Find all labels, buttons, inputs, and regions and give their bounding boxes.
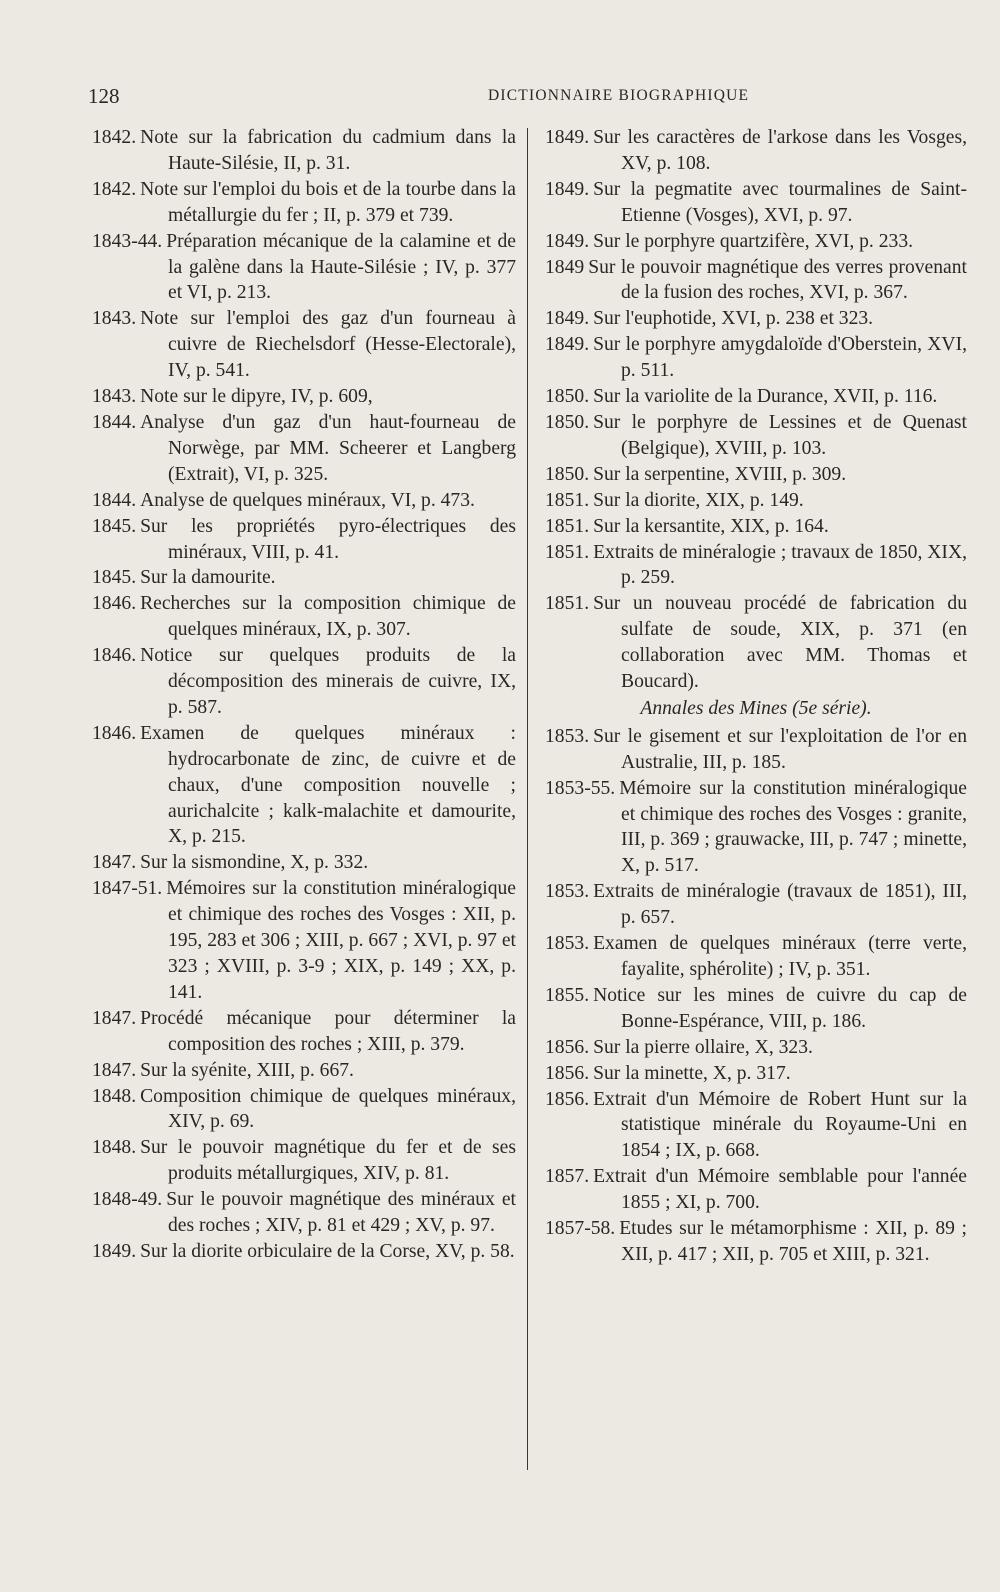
entry-text: Sur la sismondine, X, p. 332. bbox=[140, 852, 369, 874]
entry-text: Etudes sur le métamorphisme : XII, p. 89 ; XII, p. 417 ; XII, p. 705 et XIII, p. 321. bbox=[619, 1218, 967, 1265]
entry-year: 1850. bbox=[545, 411, 590, 433]
bibliography-entry bbox=[545, 462, 967, 488]
bibliography-entry bbox=[545, 724, 967, 776]
entry-year: 1855. bbox=[545, 984, 590, 1006]
bibliography-entry bbox=[92, 384, 516, 410]
entry-year: 1843. bbox=[92, 386, 137, 408]
entry-year: 1849. bbox=[545, 334, 590, 356]
entry-text: Note sur la fabrication du cadmium dans la Haute-Silésie, II, p. 31. bbox=[140, 127, 516, 174]
entry-text: Examen de quelques minéraux (terre verte, fayalite, sphérolite) ; IV, p. 351. bbox=[593, 933, 967, 980]
bibliography-entry bbox=[545, 591, 967, 695]
entry-text: Extrait d'un Mémoire semblable pour l'année 1855 ; XI, p. 700. bbox=[593, 1166, 967, 1214]
page-header bbox=[88, 84, 966, 108]
bibliography-entry bbox=[545, 177, 967, 229]
bibliography-entry bbox=[92, 876, 516, 1006]
bibliography-entry bbox=[545, 229, 967, 255]
entry-year: 1844. bbox=[92, 411, 137, 433]
bibliography-entry bbox=[92, 643, 516, 721]
entry-year: 1849. bbox=[545, 178, 590, 200]
entry-year: 1853. bbox=[545, 933, 590, 955]
entry-year: 1847-51. bbox=[92, 878, 163, 900]
bibliography-entry bbox=[545, 384, 967, 410]
bibliography-entry bbox=[92, 850, 516, 876]
entry-text: Sur la damourite. bbox=[140, 567, 276, 589]
entry-text: Sur la variolite de la Durance, XVII, p. 116. bbox=[593, 386, 938, 408]
section-heading: Annales des Mines (5e série). bbox=[640, 697, 872, 719]
bibliography-entry bbox=[92, 1006, 516, 1058]
bibliography-entry bbox=[92, 177, 516, 229]
bibliography-entry bbox=[92, 306, 516, 384]
entry-text: Notice sur les mines de cuivre du cap de Bonne-Espérance, VIII, p. 186. bbox=[593, 984, 967, 1032]
entry-text: Extrait d'un Mémoire de Robert Hunt sur la statistique minérale du Royaume-Uni en 1854 ; IX, p. 668. bbox=[593, 1088, 967, 1162]
bibliography-entry bbox=[545, 540, 967, 592]
bibliography-entry bbox=[545, 125, 967, 177]
bibliography-entry bbox=[92, 1084, 516, 1136]
entry-text: Sur le porphyre de Lessines et de Quenast (Belgique), XVIII, p. 103. bbox=[593, 411, 967, 459]
entry-text: Sur le gisement et sur l'exploitation de l'or en Australie, III, p. 185. bbox=[593, 725, 967, 773]
entry-text: Sur le porphyre amygdaloïde d'Oberstein, XVI, p. 511. bbox=[593, 334, 967, 382]
bibliography-entry bbox=[92, 721, 516, 851]
right-column-entries-b bbox=[545, 724, 967, 1268]
entry-text: Mémoires sur la constitution minéralogique et chimique des roches des Vosges : XII, p. 195, 283 et 306 ; XIII, p. 667 ; XVI, p. 97 et 323 ; XVIII, p. 3-9 ; XIX, p. 149 ; XX, p. 141. bbox=[166, 878, 516, 1003]
entry-year: 1842. bbox=[92, 127, 137, 148]
entry-year: 1846. bbox=[92, 593, 137, 615]
entry-year: 1848. bbox=[92, 1085, 137, 1107]
entry-text: Sur la diorite, XIX, p. 149. bbox=[593, 489, 804, 511]
entry-year: 1849 bbox=[545, 256, 585, 278]
entry-year: 1853-55. bbox=[545, 777, 616, 799]
running-title: DICTIONNAIRE BIOGRAPHIQUE bbox=[488, 87, 750, 104]
entry-text: Note sur l'emploi du bois et de la tourbe dans la métallurgie du fer ; II, p. 379 et 739. bbox=[140, 178, 516, 226]
bibliography-entry bbox=[92, 1058, 516, 1084]
entry-year: 1843. bbox=[92, 308, 137, 330]
left-column bbox=[92, 125, 516, 1265]
entry-text: Sur l'euphotide, XVI, p. 238 et 323. bbox=[593, 308, 874, 330]
entry-text: Sur un nouveau procédé de fabrication du sulfate de soude, XIX, p. 371 (en collaboration avec MM. Thomas et Boucard). bbox=[593, 593, 967, 693]
entry-text: Recherches sur la composition chimique de quelques minéraux, IX, p. 307. bbox=[140, 593, 516, 641]
entry-text: Sur la pierre ollaire, X, 323. bbox=[593, 1036, 813, 1058]
entry-year: 1842. bbox=[92, 178, 137, 200]
entry-year: 1848. bbox=[92, 1137, 137, 1159]
entry-text: Notice sur quelques produits de la décomposition des minerais de cuivre, IX, p. 587. bbox=[140, 645, 516, 718]
entry-text: Sur la pegmatite avec tourmalines de Saint-Etienne (Vosges), XVI, p. 97. bbox=[593, 178, 967, 226]
entry-text: Sur la minette, X, p. 317. bbox=[593, 1062, 791, 1084]
bibliography-entry bbox=[92, 1239, 516, 1265]
bibliography-entry bbox=[545, 931, 967, 983]
entry-year: 1856. bbox=[545, 1036, 590, 1058]
bibliography-entry bbox=[545, 1216, 967, 1268]
entry-year: 1846. bbox=[92, 722, 137, 744]
bibliography-entry bbox=[545, 879, 967, 931]
entry-text: Composition chimique de quelques minéraux, XIV, p. 69. bbox=[140, 1085, 516, 1133]
entry-text: Sur la kersantite, XIX, p. 164. bbox=[593, 515, 829, 537]
bibliography-entry bbox=[92, 514, 516, 566]
entry-year: 1849. bbox=[545, 230, 590, 252]
entry-text: Mémoire sur la constitution minéralogique et chimique des roches des Vosges : granite, III, p. 369 ; grauwacke, III, p. 747 ; minette, X, p. 517. bbox=[619, 777, 967, 877]
entry-text: Préparation mécanique de la calamine et de la galène dans la Haute-Silésie ; IV, p. 377 et VI, p. 213. bbox=[166, 230, 516, 304]
bibliography-entry bbox=[545, 1035, 967, 1061]
entry-year: 1849. bbox=[545, 127, 590, 148]
entry-text: Sur la diorite orbiculaire de la Corse, XV, p. 58. bbox=[140, 1240, 515, 1262]
bibliography-entry bbox=[92, 591, 516, 643]
bibliography-entry bbox=[545, 1164, 967, 1216]
entry-year: 1845. bbox=[92, 515, 137, 537]
entry-text: Sur les caractères de l'arkose dans les Vosges, XV, p. 108. bbox=[593, 127, 967, 174]
entry-text: Sur le pouvoir magnétique des verres provenant de la fusion des roches, XVI, p. 367. bbox=[588, 256, 967, 304]
bibliography-entry bbox=[92, 229, 516, 307]
entry-year: 1849. bbox=[545, 308, 590, 330]
entry-text: Sur le pouvoir magnétique du fer et de ses produits métallurgiques, XIV, p. 81. bbox=[140, 1137, 516, 1185]
entry-year: 1849. bbox=[92, 1240, 137, 1262]
entry-text: Analyse de quelques minéraux, VI, p. 473. bbox=[140, 489, 475, 511]
page-number: 128 bbox=[88, 84, 120, 108]
entry-year: 1851. bbox=[545, 541, 590, 563]
entry-year: 1845. bbox=[92, 567, 137, 589]
entry-text: Note sur l'emploi des gaz d'un fourneau à cuivre de Riechelsdorf (Hesse-Electorale), IV, p. 541. bbox=[140, 308, 516, 382]
entry-text: Note sur le dipyre, IV, p. 609, bbox=[140, 386, 373, 408]
entry-text: Examen de quelques minéraux : hydrocarbonate de zinc, de cuivre et de chaux, d'une composition nouvelle ; aurichalcite ; kalk-malachite et damourite, X, p. 215. bbox=[140, 722, 516, 848]
bibliography-entry bbox=[545, 1087, 967, 1165]
bibliography-entry bbox=[545, 306, 967, 332]
bibliography-entry bbox=[545, 255, 967, 307]
entry-text: Analyse d'un gaz d'un haut-fourneau de Norwège, par MM. Scheerer et Langberg (Extrait), VI, p. 325. bbox=[140, 411, 516, 485]
entry-text: Sur la serpentine, XVIII, p. 309. bbox=[593, 463, 847, 485]
entry-text: Sur la syénite, XIII, p. 667. bbox=[140, 1059, 354, 1081]
entry-year: 1847. bbox=[92, 1059, 137, 1081]
entry-year: 1857. bbox=[545, 1166, 590, 1188]
bibliography-entry bbox=[92, 1187, 516, 1239]
bibliography-entry bbox=[92, 410, 516, 488]
bibliography-entry bbox=[545, 776, 967, 880]
column-divider bbox=[527, 128, 528, 1470]
bibliography-entry bbox=[92, 1135, 516, 1187]
bibliography-entry bbox=[545, 983, 967, 1035]
entry-year: 1844. bbox=[92, 489, 137, 511]
entry-year: 1848-49. bbox=[92, 1189, 163, 1211]
bibliography-entry bbox=[545, 1061, 967, 1087]
entry-year: 1851. bbox=[545, 515, 590, 537]
entry-text: Extraits de minéralogie (travaux de 1851), III, p. 657. bbox=[593, 881, 967, 929]
entry-year: 1846. bbox=[92, 645, 137, 667]
entry-year: 1856. bbox=[545, 1062, 590, 1084]
bibliography-entry bbox=[545, 410, 967, 462]
entry-text: Sur les propriétés pyro-électriques des minéraux, VIII, p. 41. bbox=[140, 515, 516, 563]
entry-text: Sur le porphyre quartzifère, XVI, p. 233. bbox=[593, 230, 914, 252]
bibliography-entry bbox=[545, 514, 967, 540]
entry-text: Sur le pouvoir magnétique des minéraux et des roches ; XIV, p. 81 et 429 ; XV, p. 97. bbox=[166, 1189, 516, 1237]
bibliography-entry bbox=[92, 488, 516, 514]
entry-text: Extraits de minéralogie ; travaux de 1850, XIX, p. 259. bbox=[593, 541, 967, 589]
entry-year: 1857-58. bbox=[545, 1218, 616, 1240]
right-column bbox=[545, 125, 967, 1268]
entry-year: 1843-44. bbox=[92, 230, 163, 252]
entry-text: Procédé mécanique pour déterminer la composition des roches ; XIII, p. 379. bbox=[140, 1007, 516, 1055]
entry-year: 1853. bbox=[545, 881, 590, 903]
bibliography-entry bbox=[545, 488, 967, 514]
bibliography-entry bbox=[92, 125, 516, 177]
entry-year: 1853. bbox=[545, 725, 590, 747]
entry-year: 1847. bbox=[92, 852, 137, 874]
bibliography-entry bbox=[545, 332, 967, 384]
right-column-entries-a bbox=[545, 125, 967, 695]
entry-year: 1850. bbox=[545, 463, 590, 485]
entry-year: 1856. bbox=[545, 1088, 590, 1110]
entry-year: 1847. bbox=[92, 1007, 137, 1029]
entry-year: 1851. bbox=[545, 593, 590, 615]
entry-year: 1850. bbox=[545, 386, 590, 408]
entry-year: 1851. bbox=[545, 489, 590, 511]
bibliography-entry bbox=[92, 565, 516, 591]
